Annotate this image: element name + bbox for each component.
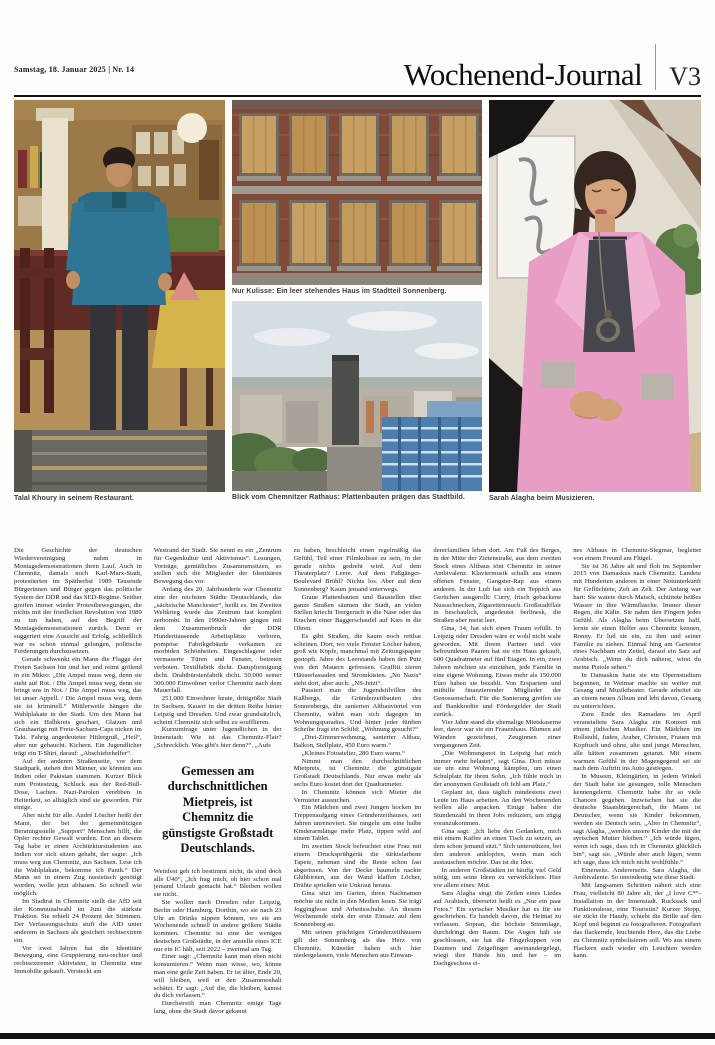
article-paragraph: Gina sitzt im Garten, ihren Nachnamen möchte sie nicht in den Medien lesen. Sie trägt Jogginghose und Arbeitsschuhe. An diesem Wochenende steht der erste Einsatz auf dem Sonnenberg an. <box>293 890 422 929</box>
photo-caption-singer: Sarah Alagha beim Musizieren. <box>489 495 595 502</box>
article-paragraph: Aber nicht für alle. André Löscher heißt der Mann, der bei der gemeinnützigen Beratungsstelle „Support“ Menschen hilft, die Opfer rechter Gewalt wurden. Erst an diesem Tag habe er einen Architekturstudenten aus Indien vor sich sitzen gehabt, der sagte: „Ich muss weg aus Chemnitz, aus Sachsen. Lese ich die Wahlplakate, bekomme ich Panik.“ Der Mann sei in einem Zug rassistisch genötigt worden, wolle jetzt abhauen. So schnell wie möglich. <box>14 812 142 898</box>
article-paragraph: „Drei-Zimmerwohnung, sanierter Altbau, Balkon, Stellplatz, 450 Euro warm.“ <box>293 734 422 749</box>
article-paragraph: Passiert man die Jugendstilvillen des Kaßbergs, die Gründerzeitbauten des Sonnenbergs, die sanierten Altbauviertel von Chemnitz, wähnt man sich dagegen im Wohnungsparadies. Und hinter jeder fünften Scheibe fragt ein Schild: „Wohnung gesucht?“ <box>293 687 422 734</box>
article-paragraph: Vier Jahre stand die ehemalige Mietskaserne leer, davor war sie ein Frauenhaus. Blumen auf Wänden gezeichnet, Zeuginnen einer vergangenen Zeit. <box>433 718 562 749</box>
article-paragraph: nes Altbaus in Chemnitz-Siegmar, begleitet von einem Freund am Flügel. <box>573 547 701 562</box>
photo-cityscape <box>232 301 482 502</box>
restaurant-photo-illustration <box>14 100 225 492</box>
article-paragraph: Im Stadtrat in Chemnitz stellt die AfD seit der Kommunalwahl im Juni die stärkste Fraktion. Sie erhielt 24 Prozent der Stimmen. Der Verfassungsschutz stuft die AfD unter anderem in Sachsen als gesichert rechtsextrem ein. <box>14 897 142 944</box>
article-column-5 <box>573 547 701 1014</box>
photo-middle-stack <box>232 100 482 503</box>
article-paragraph: Einerseits. Andererseits. Sara Alagha, die Ambivalente. So uneindeutig wie diese Stadt. <box>573 866 701 882</box>
photo-restaurant <box>14 100 225 503</box>
article-paragraph: Durchstreift man Chemnitz einige Tage lang, ohne die Stadt davor gekannt <box>153 1000 282 1014</box>
article-paragraph: zu haben, beschleicht einen regelmäßig das Gefühl, Teil einer Filmkulisse zu sein, in der gerade nichts gedreht wird. Auf dem Theaterplatz? Leere. Auf dem Fußgänger-Boulevard Brühl? Nichts los. Aber auf dem Sonnenberg? Kaum jemand unterwegs. <box>293 547 422 593</box>
article-columns <box>14 547 701 1014</box>
pull-quote: Gemessen am durchschnittlichen Mietpreis, ist Chemnitz die günstigste Großstadt Deutschlands. <box>162 763 274 856</box>
masthead-title-group <box>404 44 701 90</box>
cityscape-photo-illustration <box>232 301 482 491</box>
article-paragraph: Geplant ist, dass täglich mindestens zwei Leute im Haus arbeiten. An den Wochenenden wollen alle anpacken. Einige haben die Stundenzahl in ihren Jobs reduziert, um zügig voranzukommen. <box>433 788 562 827</box>
article-paragraph: Einer sagt: „Chemnitz kann man eben nicht konsumieren.“ Wenn man wisse, wo, könne man eine geile Zeit haben. Er ist älter, Ende 20, will bleiben, weil er den Zusammenhalt schätzt. Er sagt: „Auf die, die bleiben, kannst du dich verlassen.“ <box>153 953 282 1000</box>
article-paragraph: Weinfest geh ich bestimmt nicht, da sind doch alle Ü40“, „Ich frag mich, ob hier schon mal jemand Urlaub gemacht hat.“ Bleiben wollen sie nicht. <box>153 867 282 899</box>
masthead-rule <box>14 95 701 97</box>
article-paragraph: Vor zwei Jahren hat die Identitäre Bewegung, eine Gruppierung neu-rechter und rechtsextremer Aktivisten, in Chemnitz eine Immobilie gekauft. Versteckt am <box>14 944 142 976</box>
article-paragraph: Gerade schwenkt ein Mann die Flagge der Freien Sachsen hin und her und reimt grölend in ein Mikro: „Die Ampel muss weg, denn sie steht auf Rot. / Die Ampel muss weg, denn sie bringt uns in Not. / Die Ampel muss weg, das ist unser Appell. / Die Ampel muss weg, denn sie ist kriminell.“ Mittlerweile hängen die Wahlplakate in der Stadt. Um den Mann hat sich ein Halbkreis geschart, Glatzen und Grauhaarige mit Freie-Sachsen-Caps nicken im Takt. Fahrig angedeuteter Hitlergruß, „Heil“, aber nur gehaucht. Kichern. Ein Jugendlicher trägt ein T-Shirt, darauf: „Abschiebehelfer“. <box>14 656 142 757</box>
photo-facade <box>232 100 482 296</box>
article-column-2 <box>154 547 282 1014</box>
masthead-divider <box>655 44 656 90</box>
article-paragraph: Gina, 34, hat sich einen Traum erfüllt. In Leipzig oder Dresden wäre er wohl nicht wahr geworden. Mit ihrem Partner und vier befreundeten Paaren hat sie ein Haus gekauft, 600 Quadratmeter auf fünf Etagen. In ein, zwei Jahren möchten sie einziehen, jede Familie in eine eigene Wohnung. Etwas mehr als 150.000 Euro haben sie bezahlt. Von Erspartem und mithilfe finanzierender Mitglieder der Genossenschaft. Für die Sanierung greifen sie auf Bankkredite und Fördergelder der Stadt zurück. <box>433 624 562 718</box>
article-paragraph: Die Geschichte der deutschen Wiedervereinigung nahm in Montagsdemonstrationen ihren Lauf. Auch in Chemnitz, damals noch Karl-Marx-Stadt, protestierten im Spätherbst 1989 Tausende Bürgerinnen und Bürger gegen das politische System der DDR und das SED-Regime. Seither greifen immer wieder Protestbewegungen, die nichts mit der friedlichen Revolution von 1989 zu tun haben, auf den Begriff der Montagsdemonstrationen zurück. Denn er suggeriert eine Aussicht auf Erfolg, schließlich war es schon einmal gelungen, politische Forderungen durchzusetzen. <box>14 547 142 656</box>
article-paragraph: Im zweiten Stock befeuchtet eine Frau mit einem Drucksprühgerät die türkisfarbene Tapete, nebenan sind die Reste schon fast abgerissen. Von der Decke baumeln nackte Glühbirnen, aus der Wand klaffen Löcher, Drähte sprießen wie Unkraut heraus. <box>293 843 422 890</box>
photo-caption-facade: Nur Kulisse: Ein leer stehendes Haus im Stadtteil Sonnenberg. <box>232 288 447 295</box>
article-paragraph: Sie ist 36 Jahre alt und floh im September 2015 von Damaskus nach Chemnitz. Landete mit Hunderten anderen in einer Notunterkunft für Geflüchtete, Zelt an Zelt. Der Anfang war hart: Sie watete durch Matsch, schüttete heißes Wasser in ihre Wärmflasche. Immer dieser Regen, die Kälte. Sie nahm den Fingern jedes Gefühl. Als Alagha beim Übersetzen half, lernte sie einen Helfer aus Chemnitz kennen, Ronny. Er lud sie ein, zu ihm und seiner Familie zu ziehen. Einmal hing am Gartentor eines Nachbarn ein Zettel, darauf ein Satz auf Arabisch. „Wenn du dich näherst, wirst du meine Pistole sehen.“ <box>573 562 701 671</box>
article-paragraph: In Chemnitz können sich Mieter die Vermieter aussuchen. <box>293 788 422 804</box>
article-paragraph: Ein Mädchen und zwei Jungen hocken im Treppenaufgang eines Gründerzeithauses, seit Jahren unrenoviert. Sie rangeln um eine halbe Kinderarmlänge mehr Platz, tippen wild auf einem Tablet. <box>293 804 422 843</box>
photo-caption-restaurant: Talal Khoury in seinem Restaurant. <box>14 495 134 502</box>
article-paragraph: Zum Ende des Ramadans im April veranstaltete Sara Alagha ein Konzert mit einem jüdischen Musiker. Ein Mädchen im Rollstuhl, Juden, Araber, Christen, Frauen mit Kopftuch und ohne, alte und junge Menschen, alle hätten zusammen getanzt. Mit einem warmen Gefühl in der Magengegend sei sie nach dem Auftritt ins Auto gestiegen. <box>573 710 701 773</box>
article-column-1 <box>14 547 142 1014</box>
article-paragraph: Gina sagt: „Ich liebe den Gedanken, mich mit einem Kaffee an einen Tisch zu setzen, an dem schon jemand sitzt.“ Sich unterstützen, bei den anderen anklopfen, wenn man sich austauschen möchte. Das ist die Idee. <box>433 827 562 866</box>
article-paragraph: Sara Alagha singt die Zeilen eines Liedes auf Arabisch, übersetzt heißt es „Nur ein paar Fotos.“ Ein syrischer Musiker hat es für sie geschrieben. Es handelt davon, die Heimat zu verlassen. Sopran, die höchste Stimmlage, durchdringt den Raum. Die Augen hält sie geschlossen, sie hat die Fingerkuppen von Daumen und Zeigefinger aneinandergelegt, wiegt ihre Hände hin und her – im Dachgeschoss ei- <box>433 890 562 968</box>
article-paragraph: Westrand der Stadt. Sie nennt es ein „Zentrum für Gegenkultur und Aktivismus“. Lesungen, Vorträge, gemütliches Zusammensitzen, so stellen sich die Mitglieder der Identitären Bewegung das vor. <box>153 547 282 586</box>
page-number: V3 <box>669 61 701 91</box>
article-paragraph: Kurzumfrage unter Jugendlichen in der Innenstadt: Wie ist das Chemnitz-Flair? „Schrecklich. Was gibt's hier denn?“, „Aufs <box>153 726 282 749</box>
article-paragraph: In Museen, Kleingärten, in jedem Winkel der Stadt habe sie gesungen, tolle Menschen kennengelernt. Chemnitz habe ihr so viele Chancen gegeben. Inzwischen hat sie die deutsche Staatsbürgerschaft, ihr Mann ist Deutscher, wenn sie Kinder bekommen, werden sie Deutsch sein. „Aber in Chemnitz“, sagt Alagha, „werden unsere Kinder die mit der syrischen Mutter bleiben.“ „Ich würde lügen, wenn ich sage, dass ich in Chemnitz glücklich bin“, sagt sie. „Würde aber auch lügen, wenn ich sage, dass ich mich nicht wohlfühle.“ <box>573 773 701 866</box>
photo-caption-cityscape: Blick vom Chemnitzer Rathaus: Plattenbauten prägen das Stadtbild. <box>232 494 465 501</box>
article-column-4 <box>433 547 561 1014</box>
article-paragraph: Graue Plattenbauten und Baustellen über ganze Straßen säumen die Stadt, an vielen Stellen kriecht Teergeruch in die Nase oder das Krachen einer Baggerschaufel auf Kies in die Ohren. <box>293 593 422 632</box>
article-paragraph: Mit langsamen Schritten nähert sich eine Frau, vielleicht 80 Jahre alt, der „I love C*“-Installation in der Innenstadt. Rucksack und Funktionshose, eine Touristin? Kurzer Stopp, sie zückt ihr Handy, schiebt die Brille auf den Kopf und beginnt zu fotografieren. Fotografiert das flackernde, leuchtende Herz, das die Liebe zu Chemnitz symbolisieren soll. Wo aus einem Flackern auch wieder ein Leuchten werden kann. <box>573 882 701 960</box>
article-paragraph: „Die Wohnungsnot in Leipzig hat mich immer mehr belastet“, sagt Gina. Dort müsse sie um eine Wohnung kämpfen, um einen Schulplatz für ihren Sohn. „Ich fühle mich in der anonymen Großstadt oft fehl am Platz.“ <box>433 749 562 788</box>
article-column-3 <box>294 547 422 1014</box>
dateline: Samstag, 18. Januar 2025 | Nr. 14 <box>14 65 135 74</box>
article-paragraph: dererfamilien leben dort. Am Fuß des Berges, in der Mitte der Zietenstraße, aus dem zweiten Stock eines Altbaus tönt Chemnitz in seiner Ambivalenz. Klaviermusik schallt aus einem offenen Fenster, Gangster-Rap aus einem anderen. In der Luft hat sich ein Teppich aus Gerüchen ausgerollt: Curry, frisch gebackene Nussschnecken, Zigarettenrauch. Großstadtflair in beschaulich, angedeutet berlinesk, die Straßen aber meist leer. <box>433 547 562 625</box>
singer-photo-illustration <box>489 100 701 492</box>
article-paragraph: 251.000 Einwohner heute, drittgrößte Stadt in Sachsen. Kauert in der dritten Reihe hinter Leipzig und Dresden. Und zwar grundsätzlich, scheint Chemnitz sich selbst zu soufflieren. <box>153 695 282 726</box>
photo-singer <box>489 100 701 503</box>
article-paragraph: „Kleines Fotoatelier, 280 Euro warm.“ <box>301 749 405 757</box>
journal-title: Wochenend-Journal <box>403 57 643 92</box>
article-paragraph: Nimmt man den durchschnittlichen Mietpreis, ist Chemnitz die günstigste Großstadt Deutschlands. Nur etwas mehr als sechs Euro kostet dort der Quadratmeter. <box>293 757 422 788</box>
article-paragraph: Mit seinen prächtigen Gründerzeithäusern gilt der Sonnenberg als das Herz von Chemnitz. Künstler haben sich hier niedergelassen, viele Menschen aus Einwan- <box>293 929 422 960</box>
article-paragraph: Auf der anderen Straßenseite, vor dem Stadtpark, stehen drei Männer, sie könnten aus Indien oder Pakistan stammen. Kurzer Blick zum Protestzug, Schluck aus der Red-Bull-Dose, Lachen. Nazi-Parolen verebben in Heiterkeit, so alltäglich sind sie geworden. Für einige. <box>14 757 142 812</box>
article-paragraph: In Damaskus hatte sie ein Opernstudium begonnen, in Weimar machte sie weiter mit Gesang und Musiktheater. Gerade arbeitet sie an einem neuen Album und lebt davon, Gesang zu unterrichten. <box>573 671 701 710</box>
article-paragraph: Sie wollen nach Dresden oder Leipzig, Berlin oder Hamburg. Dorthin, wo sie nach 23 Uhr an Drinks nippen können, wo sie am Wochenende schnell in andere größere Städte kommen. Chemnitz ist eine der wenigen deutschen Großstädte, in der anstelle eines ICE nur ein IC hält, seit 2022 – zweimal am Tag. <box>153 898 282 953</box>
article-paragraph: Anfang des 20. Jahrhunderts war Chemnitz eine der reichsten Städte Deutschlands, das „sächsische Manchester“, heißt es. Im Zweiten Weltkrieg wurde das Zentrum fast komplett zerbombt. In den 1990er-Jahren gingen mit dem Zusammenbruch der DDR Hunderttausende Arbeitsplätze verloren, pompöse Fabrikgebäude verkamen zu morbiden Schönheiten. Eingeschlagene oder vermauerte Türen und Fenster, betreten verboten. Textilfabrik dicht. Dampfreinigung dicht. Drahtbürstenfabrik dicht. 50.000 seiner 300.000 Einwohner verlor Chemnitz nach dem Mauerfall. <box>153 585 282 695</box>
facade-photo-illustration <box>232 100 482 285</box>
bottom-rule <box>0 1033 715 1039</box>
photo-section <box>14 100 701 503</box>
article-paragraph: Es gibt Straßen, die kaum noch rettbar scheinen. Dort, wo viele Fenster Löcher haben, groß wie Köpfe, manchmal mit Zeitungspapier gestopft. Jahre des Leerstands haben den Putz von den Mauern gefressen. Graffiti zieren Häuserfassaden und Stromkästen. „No Nazis“ steht dort, aber auch: „NS-Jetzt“. <box>293 632 422 687</box>
article-paragraph: In anderen Großstädten ist häufig viel Geld nötig, um seine Ideen zu verwirklichen. Hier vor allem eines: Mut. <box>433 866 562 890</box>
